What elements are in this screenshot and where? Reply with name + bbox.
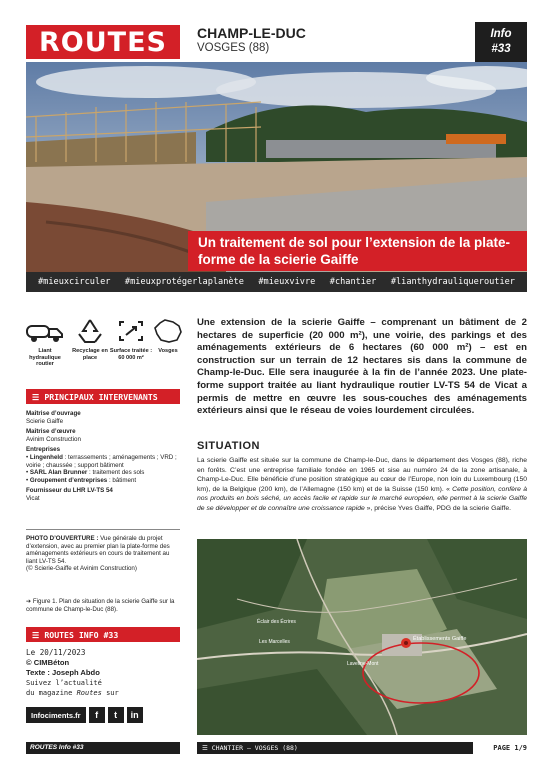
hashtag-bar [26,272,527,292]
icon-label: Surface traitée : 60 000 m² [109,348,153,361]
map-label: Laveline-Mont [347,661,379,667]
icon-label: Vosges [158,348,178,354]
lead-paragraph: Une extension de la scierie Gaiffe – comprenant un bâtiment de 2 hectares de superficie (20 000 m²), une voirie, des parkings et des aménagements extérieurs de 6 hectares (60 000 m²) – est en construction sur un terrain de 12 hectares sis dans la commune de Champ-le-Duc. Elle sera inaugurée à la fin de l’année 2023. Une plate-forme support traitée au liant hydraulique routier LV-TS 54 de Vicat a permis de mettre en œuvre les sous-couches des aménagements extérieurs ainsi que le réseau de voies lourdement circulées. [197,317,527,417]
truck-icon [25,318,65,344]
icon-vosges [145,318,191,355]
map-label: Les Marcelles [259,639,290,645]
tag[interactable]: #mieuxcirculer [38,277,111,287]
hero-title: Un traitement de sol pour l’extension de la plate-forme de la scierie Gaiffe [188,231,527,271]
info-badge [475,22,527,62]
arrow-right-icon: ➔ [26,598,33,605]
tag[interactable]: #mieuxprotégerlaplanète [124,277,244,287]
routes-info-heading: ☰ ROUTES INFO #33 [26,627,180,642]
surface-icon [116,318,146,344]
situation-title: SITUATION [197,440,260,452]
map-label: Établissements Gaiffe [413,636,467,642]
info-number: #33 [491,43,511,55]
routes-logo: ROUTES [26,25,180,59]
recycle-icon [75,318,105,344]
figure-caption: ➔ Figure 1. Plan de situation de la scierie Gaiffe sur la commune de Champ-le-Duc (88). [26,598,175,613]
icon-recyclage [67,318,113,361]
page-number: PAGE 1/9 [493,744,527,752]
city-title: CHAMP-LE-DUC [197,25,306,41]
twitter-icon[interactable]: t [108,707,124,723]
tag[interactable]: #lianthydrauliqueroutier [390,277,515,287]
map-label: Éclair des Écrires [257,619,296,625]
footer-middle: ☰ CHANTIER – VOSGES (88) [197,742,473,754]
situation-body: La scierie Gaiffe est située sur la commune de Champ-le-Duc, dans le département des Vosges (88), riche en forêts. C’est une entreprise familiale fondée en 1965 et sise au numéro 24 de la zone artisanale, à Champ-Le-Duc. Elle bénéficie d’une position stratégique au cœur de l’Europe, non loin du Luxembourg (150 km), de la Belgique (200 km), de l’Allemagne (150 km) et de la Suisse (150 km). « Cette position, confère à nos produits en bois séché, un accès facile et rapide sur le marché européen, elle permet à la scierie Gaiffe de se développer et de connaître une croissance rapide », précise Yves Gaiffe, PDG de la scierie Gaiffe. [197,457,527,512]
routes-info-block: Le 20/11/2023 © CIMBéton Texte : Joseph Abdo Suivez l’actualité du magazine Routes sur [26,648,119,697]
tag[interactable]: #mieuxvivre [258,277,316,287]
social-row [26,706,186,724]
photo-caption: PHOTO D’OUVERTURE : Vue générale du projet d’extension, avec au premier plan la plate-forme des aménagements extérieurs en cours de traitement au liant LV-TS 54. (© Scierie-Gaiffe et Avinim Construction) [26,535,170,573]
tag[interactable]: #chantier [329,277,377,287]
location-map [197,539,527,735]
intervenants-list: Maîtrise d’ouvrage Scierie Gaiffe Maîtrise d’œuvre Avinim Construction Entreprises • Lingenheld : terrassements ; aménagements ; VRD ; voirie ; chaussée ; support bâtiment • SARL Alan Brunner : traitement des sols • Groupement d’entreprises : bâtiment Fournisseur du LHR LV-TS 54 Vicat [26,410,177,502]
icon-lhr [22,318,68,368]
region-subtitle: VOSGES (88) [197,42,270,54]
facebook-icon[interactable]: f [89,707,105,723]
divider [26,529,180,530]
infociments-link[interactable]: Infociments.fr [26,707,86,723]
footer-left: ROUTES Info #33 [26,742,180,754]
intervenants-heading: ☰ PRINCIPAUX INTERVENANTS [26,389,180,404]
icon-label: Liant hydraulique routier [29,348,61,367]
map-vosges-icon [151,318,185,344]
icon-label: Recyclage en place [72,348,108,361]
info-label: Info [490,28,512,40]
linkedin-icon[interactable]: in [127,707,143,723]
